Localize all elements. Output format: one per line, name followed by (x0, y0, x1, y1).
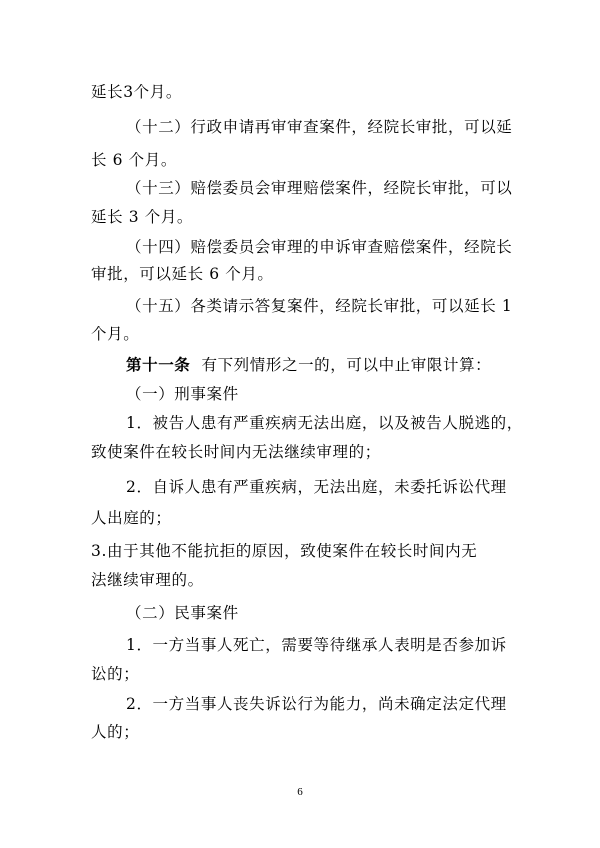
text-line: 1．一方当事人死亡，需要等待继承人表明是否参加诉 (126, 636, 507, 654)
text-line: （十二）行政申请再审审查案件，经院长审批，可以延 (126, 118, 513, 136)
text-line: 3.由于其他不能抗拒的原因，致使案件在较长时间内无 (91, 542, 478, 560)
page-number: 6 (297, 786, 303, 798)
article-text: 有下列情形之一的，可以中止审限计算： (201, 356, 492, 374)
text-line: 致使案件在较长时间内无法继续审理的； (91, 443, 381, 461)
text-line: 2．一方当事人丧失诉讼行为能力，尚未确定法定代理 (126, 695, 507, 713)
text-line: 人的； (91, 723, 140, 741)
text-line: 个月。 (91, 325, 140, 343)
section-heading: （二）民事案件 (126, 604, 239, 622)
text-line: 人出庭的； (91, 509, 172, 527)
text-line: （十四）赔偿委员会审理的申诉审查赔偿案件，经院长 (126, 238, 513, 256)
text-line: （十五）各类请示答复案件，经院长审批，可以延长 1 (126, 297, 513, 315)
text-line: 讼的； (91, 665, 140, 683)
text-line: 延长3个月。 (91, 83, 182, 101)
text-line: 2．自诉人患有严重疾病，无法出庭，未委托诉讼代理 (126, 478, 507, 496)
text-line: 法继续审理的。 (91, 571, 204, 589)
text-line: （十三）赔偿委员会审理赔偿案件，经院长审批，可以 (126, 179, 513, 197)
article-label: 第十一条 (126, 355, 191, 374)
section-heading: （一）刑事案件 (126, 385, 239, 403)
text-line: 延长 3 个月。 (91, 208, 194, 226)
article-line (126, 355, 491, 375)
text-line: 审批，可以延长 6 个月。 (91, 265, 274, 283)
text-line: 1．被告人患有严重疾病无法出庭，以及被告人脱逃的， (126, 414, 523, 432)
text-line: 长 6 个月。 (91, 151, 177, 169)
